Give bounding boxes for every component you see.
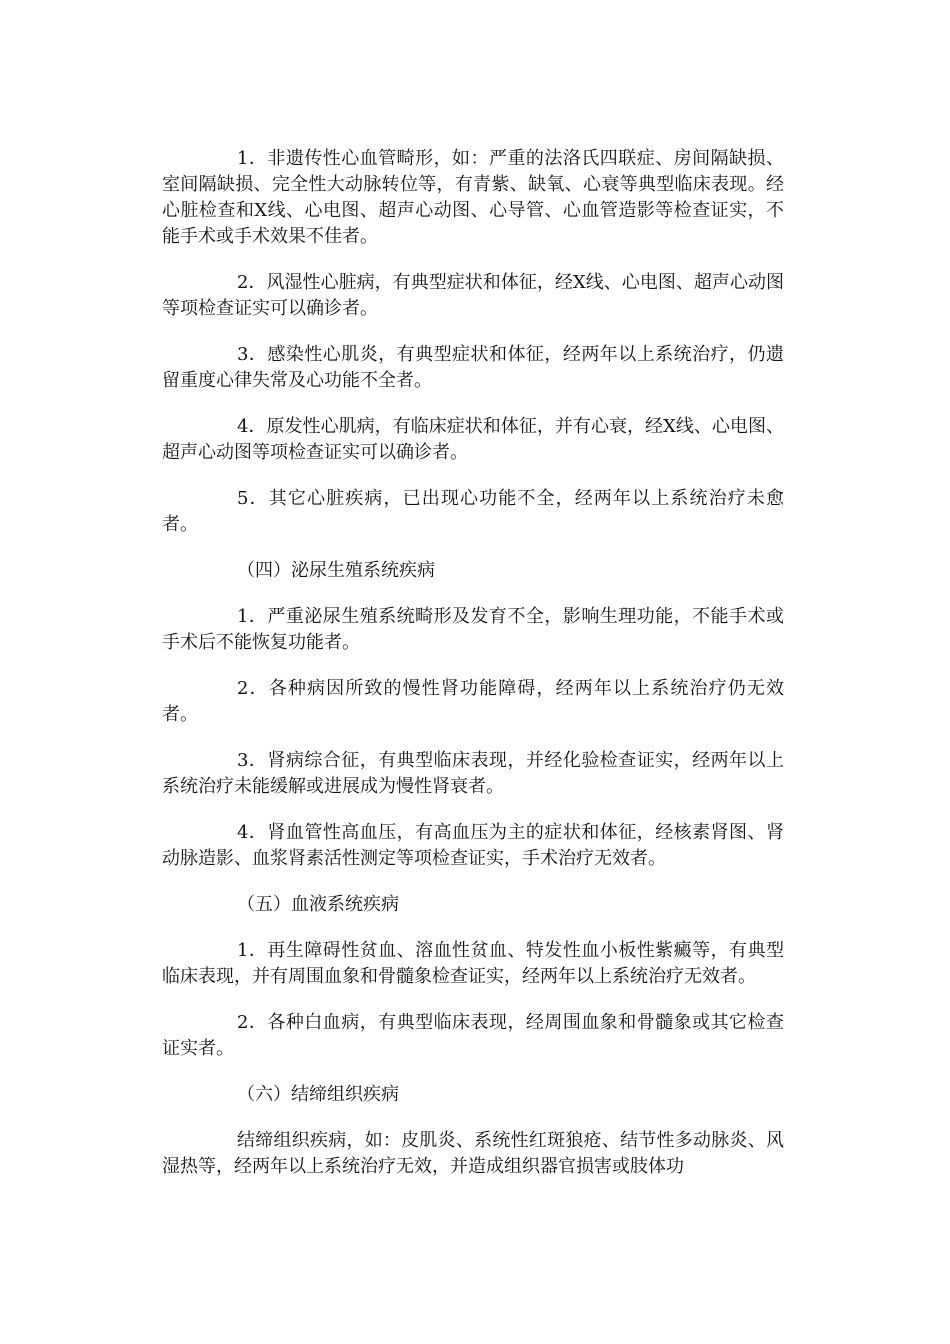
- heart-item-3: 3．感染性心肌炎，有典型症状和体征，经两年以上系统治疗，仍遗留重度心律失常及心功能不全者。: [162, 344, 784, 391]
- urinary-item-4: 4．肾血管性高血压，有高血压为主的症状和体征，经核素肾图、肾动脉造影、血浆肾素活性测定等项检查证实，手术治疗无效者。: [162, 822, 784, 869]
- heart-item-4: 4．原发性心肌病，有临床症状和体征，并有心衰，经X线、心电图、超声心动图等项检查证实可以确诊者。: [162, 416, 784, 463]
- blood-item-2: 2．各种白血病，有典型临床表现，经周围血象和骨髓象或其它检查证实者。: [162, 1012, 784, 1059]
- blood-item-1: 1．再生障碍性贫血、溶血性贫血、特发性血小板性紫癜等，有典型临床表现，并有周围血象和骨髓象检查证实，经两年以上系统治疗无效者。: [162, 940, 784, 987]
- heart-item-1: 1．非遗传性心血管畸形，如：严重的法洛氏四联症、房间隔缺损、室间隔缺损、完全性大动脉转位等，有青紫、缺氧、心衰等典型临床表现。经心脏检查和X线、心电图、超声心动图、心导管、心血管造影等检查证实，不能手术或手术效果不佳者。: [162, 148, 784, 247]
- urinary-item-3: 3．肾病综合征，有典型临床表现，并经化验检查证实，经两年以上系统治疗未能缓解或进展成为慢性肾衰者。: [162, 750, 784, 797]
- section-heading-urinary: （四）泌尿生殖系统疾病: [237, 560, 435, 581]
- connective-item-1: 结缔组织疾病，如：皮肌炎、系统性红斑狼疮、结节性多动脉炎、风湿热等，经两年以上系统治疗无效，并造成组织器官损害或肢体功: [162, 1130, 784, 1177]
- heart-item-5: 5．其它心脏疾病，已出现心功能不全，经两年以上系统治疗未愈者。: [162, 488, 784, 535]
- section-heading-blood: （五）血液系统疾病: [237, 894, 399, 915]
- document-body: [162, 146, 784, 1200]
- urinary-item-1: 1．严重泌尿生殖系统畸形及发育不全，影响生理功能，不能手术或手术后不能恢复功能者。: [162, 606, 784, 653]
- urinary-item-2: 2．各种病因所致的慢性肾功能障碍，经两年以上系统治疗仍无效者。: [162, 678, 784, 725]
- section-heading-connective: （六）结缔组织疾病: [237, 1084, 399, 1105]
- heart-item-2: 2．风湿性心脏病，有典型症状和体征，经X线、心电图、超声心动图等项检查证实可以确诊者。: [162, 272, 784, 319]
